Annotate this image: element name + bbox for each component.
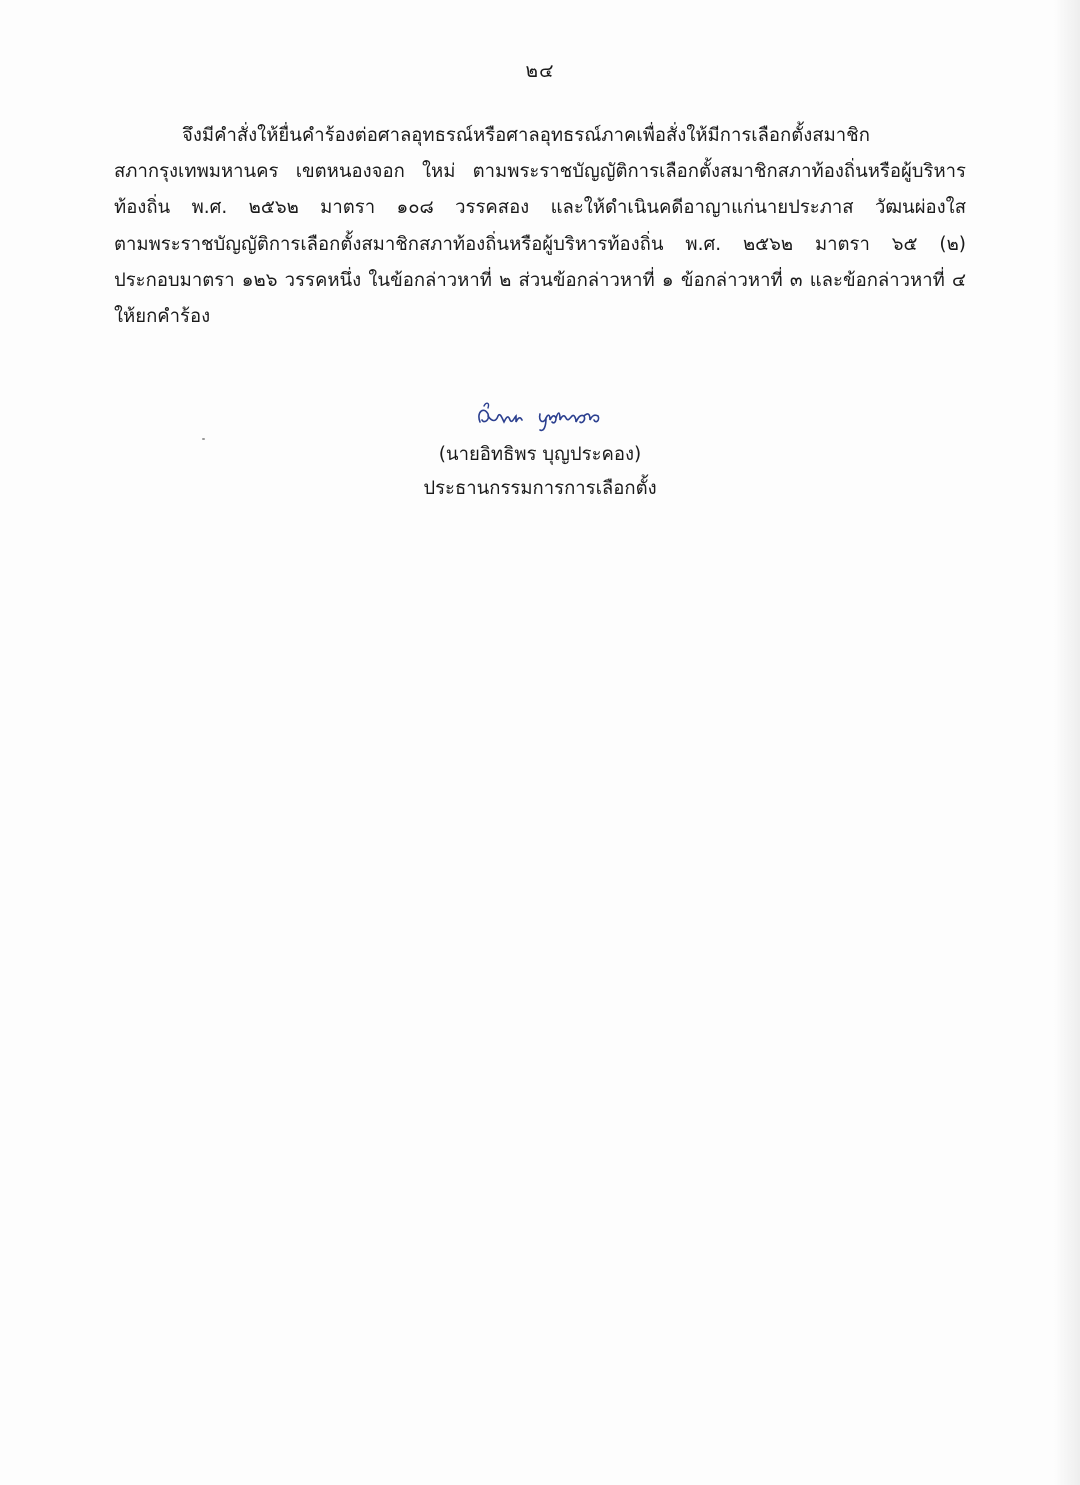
signer-name: (นายอิทธิพร บุญประคอง) <box>438 444 642 465</box>
paragraph-line: ท้องถิ่น พ.ศ. ๒๕๖๒ มาตรา ๑๐๘ วรรคสอง และให้ดำเนินคดีอาญาแก่นายประภาส วัฒนผ่องใส <box>114 197 966 219</box>
signature-block <box>340 392 740 506</box>
signer-title: ประธานกรรมการการเลือกตั้ง <box>423 478 657 499</box>
scan-speck <box>202 438 205 440</box>
page-number: ๒๔ <box>525 60 555 82</box>
scan-edge-shadow <box>1054 0 1080 1485</box>
paragraph-line: จึงมีคำสั่งให้ยื่นคำร้องต่อศาลอุทธรณ์หรือศาลอุทธรณ์ภาคเพื่อสั่งให้มีการเลือกตั้งสมาชิก <box>182 125 870 146</box>
paragraph-line: ตามพระราชบัญญัติการเลือกตั้งสมาชิกสภาท้องถิ่นหรือผู้บริหารท้องถิ่น พ.ศ. ๒๕๖๒ มาตรา ๖๕ (๒) <box>114 233 966 255</box>
handwritten-signature <box>440 392 640 438</box>
paragraph-line: สภากรุงเทพมหานคร เขตหนองจอก ใหม่ ตามพระราชบัญญัติการเลือกตั้งสมาชิกสภาท้องถิ่นหรือผู้บริหาร <box>114 161 966 183</box>
order-paragraph <box>114 118 966 335</box>
paragraph-line: ให้ยกคำร้อง <box>114 305 211 327</box>
paragraph-line: ประกอบมาตรา ๑๒๖ วรรคหนึ่ง ในข้อกล่าวหาที่ ๒ ส่วนข้อกล่าวหาที่ ๑ ข้อกล่าวหาที่ ๓ และข้อกล่าวหาที่ ๔ <box>114 269 966 291</box>
